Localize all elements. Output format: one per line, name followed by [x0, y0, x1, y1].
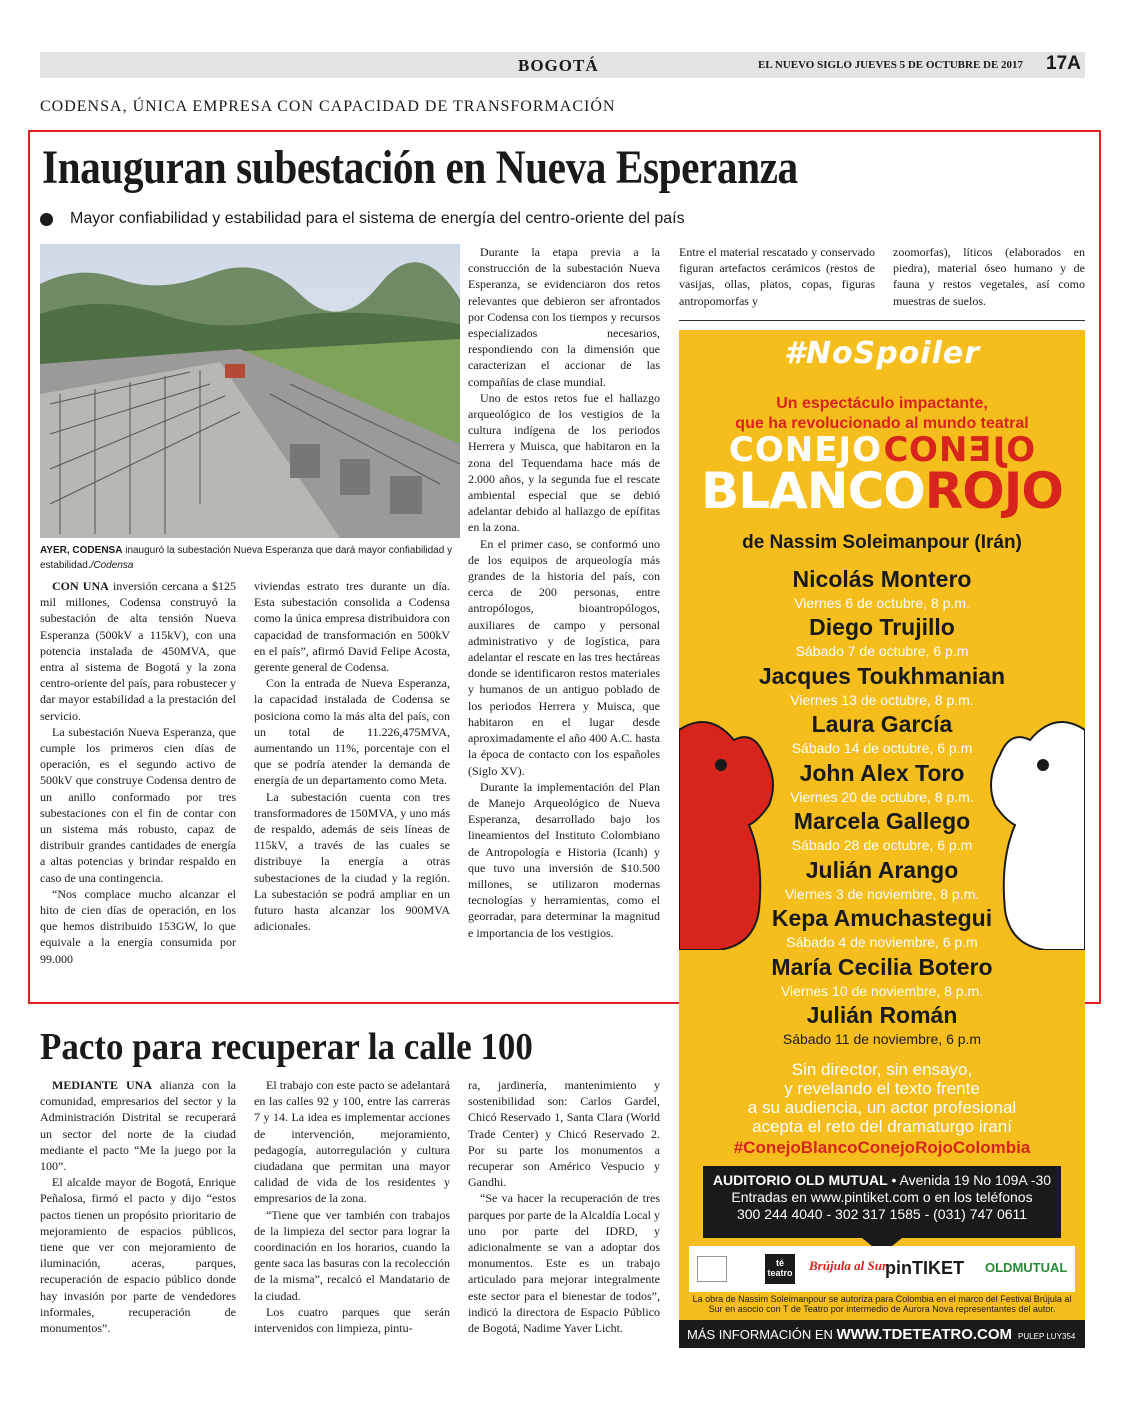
barcode-logo-icon [697, 1256, 727, 1282]
cast-name: Julián Román [806, 1002, 958, 1028]
title-rojo: ROJO [924, 462, 1063, 520]
slogan-line: a su audiencia, un actor profesional [747, 1098, 1017, 1117]
page-number: 17A [1046, 53, 1081, 74]
cast-name: Diego Trujillo [809, 614, 955, 640]
legal-note: La obra de Nassim Soleimanpour se autoriza para Colombia en el marco del Festival Brújula al Sur en asocio con T de Teatro por intermedio de Aurora Nova representantes del autor. [692, 1294, 1072, 1314]
cast-date: Viernes 13 de octubre, 8 p.m. [790, 692, 974, 708]
substation-photo [40, 244, 460, 538]
publication-date: EL NUEVO SIGLO JUEVES 5 DE OCTUBRE DE 2017 [758, 59, 1024, 71]
paragraph: “Se va hacer la recuperación de tres parques por parte de la Alcaldía Local y uno por parte del IDRD, y adicionalmente se van a adoptar dos monumentos. Este es un trabajo articulado para mejorar integralmente este sector para el bienestar de todos”, indicó la directora de Espacio Público de Bogotá, Nadime Yaver Licht. [468, 1191, 660, 1336]
paragraph: Durante la etapa previa a la construcción de la subestación Nueva Esperanza, se evidenciaron dos retos relevantes que debieron ser afrontados por Codensa con los tiempos y recursos especializados necesarios, respondiendo con la dimensión que caracterizan el accionar de las compañías de clase mundial. [468, 245, 660, 389]
lead-in: CON UNA [52, 579, 109, 593]
article1-column-2 [254, 578, 450, 934]
divider [679, 320, 1085, 321]
paragraph: Durante la implementación del Plan de Manejo Arqueológico de Nueva Esperanza, desarrollado bajo los lineamientos del Instituto Colombiano de Antropología e Historia (Icanh) y que tuvo una inversión de $10.500 millones, se utilizaron modernas tecnologías y herramientas, como el georradar, para determinar la magnitud e importancia de los vestigios. [468, 779, 660, 940]
phone-numbers: 300 244 4040 - 302 317 1585 - (031) 747 0611 [736, 1206, 1028, 1222]
tagline-line: Un espectáculo impactante, [776, 395, 988, 412]
cast-date: Viernes 3 de noviembre, 8 p.m. [784, 886, 980, 902]
paragraph: viviendas estrato tres durante un día. Esta subestación consolida a Codensa como la única empresa distribuidora con capacidad de transformación en 500kV en el país”, afirmó David Felipe Acosta, gerente general de Codensa. [254, 579, 450, 675]
cast-date: Sábado 4 de noviembre, 6 p.m [786, 934, 978, 950]
slogan-line: acepta el reto del dramaturgo iraní [752, 1117, 1012, 1136]
title-conejo: CONEJO [728, 430, 882, 470]
cast-name: Jacques Toukhmanian [758, 663, 1006, 689]
paragraph: ra, jardinería, mantenimiento y sostenibilidad son: Carlos Gardel, Chicó Reservado 1, Santa Clara (World Trade Center) y Chicó Reservado 2. Por su parte los monumentos a recuperar son Américo Vespucio y Gandhi. [468, 1078, 660, 1190]
paragraph: “Nos complace mucho alcanzar el hito de cien días de operación, en los que hemos distribuido 153GW, lo que equivale a la energía consumida por 99.000 [40, 886, 236, 966]
title-blanco: BLANCO [701, 462, 925, 520]
bullet-icon [40, 213, 53, 226]
article2-column-2 [254, 1077, 450, 1336]
paragraph: Los cuatro parques que serán intervenidos con limpieza, pintu- [254, 1304, 450, 1336]
oldmutual-logo: OLDMUTUAL [985, 1260, 1068, 1275]
ad-hashtag-bottom: #ConejoBlancoConejoRojoColombia [733, 1138, 1031, 1157]
caption-text: inauguró la subestación Nueva Esperanza que dará mayor confiabilidad y estabilidad. [40, 545, 453, 571]
ad-slogan [679, 1060, 1085, 1136]
sponsor-strip [689, 1246, 1075, 1292]
venue-address: • Avenida 19 No 109A -30 [887, 1172, 1052, 1188]
tagline-line: que ha revolucionado al mundo teatral [735, 415, 1029, 432]
section-name: BOGOTÁ [518, 56, 599, 75]
paragraph: El alcalde mayor de Bogotá, Enrique Peñalosa, firmó el pacto y dijo “estos pactos tienen un propósito prioritario de mejoramiento de espacios públicos, tiene que ver con mejoramiento de iluminación, aceras, parques, recuperación de espacio público donde hay invasión por parte de vendedores informales, recuperación de monumentos”. [40, 1175, 236, 1336]
more-info-label: MÁS INFORMACIÓN EN [687, 1327, 837, 1342]
article-headline: Inauguran subestación en Nueva Esperanza [42, 141, 798, 194]
cast-name: John Alex Toro [799, 760, 965, 786]
paragraph: El trabajo con este pacto se adelantará en las calles 92 y 100, entre las carreras 7 y 14. La idea es implementar acciones de intervención, mejoramiento, pedagogía, autorregulación y cultura ciudadana que permitan una mayor calidad de vida de los residentes y empresarios de la zona. [254, 1078, 450, 1206]
cast-name: María Cecilia Botero [771, 954, 993, 980]
ticket-info: Entradas en www.pintiket.com o en los teléfonos [731, 1189, 1033, 1205]
cast-date: Viernes 6 de octubre, 8 p.m. [794, 595, 970, 611]
cast-name: Laura García [811, 711, 953, 737]
cast-date: Viernes 10 de noviembre, 8 p.m. [780, 983, 984, 999]
lead-in: MEDIANTE UNA [52, 1078, 153, 1092]
cast-name: Julián Arango [805, 857, 959, 883]
play-title-bottom [679, 462, 1085, 520]
paragraph: alianza con la comunidad, empresarios del sector y la Administración Distrital se recuperará un sector del norte de la ciudad mediante el pacto “Me la juego por la 100”. [40, 1078, 236, 1174]
paragraph: En el primer caso, se conformó uno de los equipos de arqueología más grandes de la historia del país, con cerca de 200 personas, entre antropólogos, bioantropólogos, auxiliares de campo y personal administrativo y de logística, para adelantar el rescate en las tres hectáreas donde se identificaron restos materiales y humanos de un antiguo poblado de los periodos Herrera y Muisca, que habitaron en el lugar desde aproximadamente el año 400 A.C. hasta la época de contacto con los españoles (Siglo XV). [468, 536, 660, 778]
article2-column-1 [40, 1077, 236, 1336]
cast-name: Nicolás Montero [792, 566, 972, 592]
article1-column-1 [40, 578, 236, 967]
caption-lead: AYER, CODENSA [40, 545, 123, 556]
cast-date: Sábado 28 de octubre, 6 p.m [791, 837, 973, 853]
paragraph: La subestación cuenta con tres transformadores de 150MVA, y uno más de respaldo, además de seis líneas de 115kV, a través de las cuales se distribuye la energía a otras subestaciones de la ciudad y la región. La subestación se podrá ampliar en un futuro hasta alcanzar los 900MVA adicionales. [254, 789, 450, 934]
venue-name: AUDITORIO OLD MUTUAL [712, 1172, 888, 1188]
tdeteatro-logo: té teatro [765, 1254, 795, 1284]
cast-date: Sábado 14 de octubre, 6 p.m [791, 740, 973, 756]
title-conejo-mirrored: OJEИOƆ [882, 430, 1036, 470]
paragraph: inversión cercana a $125 mil millones, Codensa construyó la subestación de alta tensión Nueva Esperanza (500kV a 115kV), con una potencia instalada de 450MVA, que entra al sistema de Bogotá y la zona centro-oriente del país, para robustecer y dar mayor estabilidad a la prestación del servicio. [40, 579, 236, 723]
brujula-logo: Brújula al Sur [809, 1258, 888, 1273]
article2-column-3 [468, 1077, 660, 1336]
slogan-line: Sin director, sin ensayo, [791, 1060, 973, 1079]
play-author: de Nassim Soleimanpour (Irán) [742, 532, 1022, 553]
paragraph: “Tiene que ver también con trabajos de la limpieza del sector para lograr la coordinación en los horarios, cuando la gente saca las basuras con la recolección de la misma”, recalcó el Mandatario de la ciudad. [254, 1207, 450, 1303]
article1-column-4: Entre el material rescatado y conservado figuran artefactos cerámicos (restos de vasijas, ollas, platos, copas, figuras antropomorfas y [679, 245, 875, 308]
cast-name: Marcela Gallego [793, 808, 971, 834]
cast-date: Sábado 11 de noviembre, 6 p.m [782, 1031, 982, 1047]
photo-caption [40, 543, 462, 573]
theater-advertisement [679, 330, 1085, 1348]
venue-box [703, 1166, 1061, 1238]
pulep-code: PULEP LUY354 [1018, 1332, 1076, 1341]
paragraph: Uno de estos retos fue el hallazgo arqueológico de los vestigios de la cultura indígena de los periodos Herrera y Muisca, que habitaron en la zona del Tequendama hace más de 2.000 años, y la segunda fue el rescate ambiental especial que se debió adelantar debido al hallazgo de epífitas en la zona. [468, 390, 660, 535]
article2-headline: Pacto para recuperar la calle 100 [40, 1026, 533, 1068]
cast-date: Sábado 7 de octubre, 6 p.m [795, 643, 969, 659]
article-subtitle: Mayor confiabilidad y estabilidad para el sistema de energía del centro-oriente del país [70, 210, 685, 227]
paragraph: La subestación Nueva Esperanza, que cumple los primeros cien días de operación, es el segundo activo de 500kV que construye Codensa dentro de un anillo conformado por tres subestaciones con el fin de contar con un sistema más robusto, capaz de distribuir grandes cantidades de energía a altas potencias y brindar respaldo en caso de una contingencia. [40, 724, 236, 885]
slogan-line: y revelando el texto frente [784, 1079, 980, 1098]
cast-name: Kepa Amuchastegui [771, 905, 993, 931]
more-info-bar [679, 1320, 1085, 1348]
ad-tagline [679, 394, 1085, 434]
ad-hashtag: #NoSpoiler [784, 336, 980, 371]
paragraph: Con la entrada de Nueva Esperanza, la capacidad instalada de Codensa se posiciona como la más alta del país, con un total de 11.226,475MVA, aumentando un 11%, porcentaje con el que se podría atender la demanda de energía de un departamento como Meta. [254, 676, 450, 788]
article-kicker: CODENSA, ÚNICA EMPRESA CON CAPACIDAD DE TRANSFORMACIÓN [40, 98, 616, 115]
cast-date: Viernes 20 de octubre, 8 p.m. [790, 789, 974, 805]
article1-column-5: zoomorfas), líticos (elaborados en piedra), material óseo humano y de fauna y restos vegetales, así como muestras de suelos. [893, 245, 1085, 308]
pintiket-logo: pinTIKET [885, 1258, 964, 1278]
article1-column-3 [468, 244, 660, 941]
more-info-url[interactable]: WWW.TDETEATRO.COM [836, 1326, 1013, 1343]
caption-credit: /Codensa [90, 560, 134, 571]
